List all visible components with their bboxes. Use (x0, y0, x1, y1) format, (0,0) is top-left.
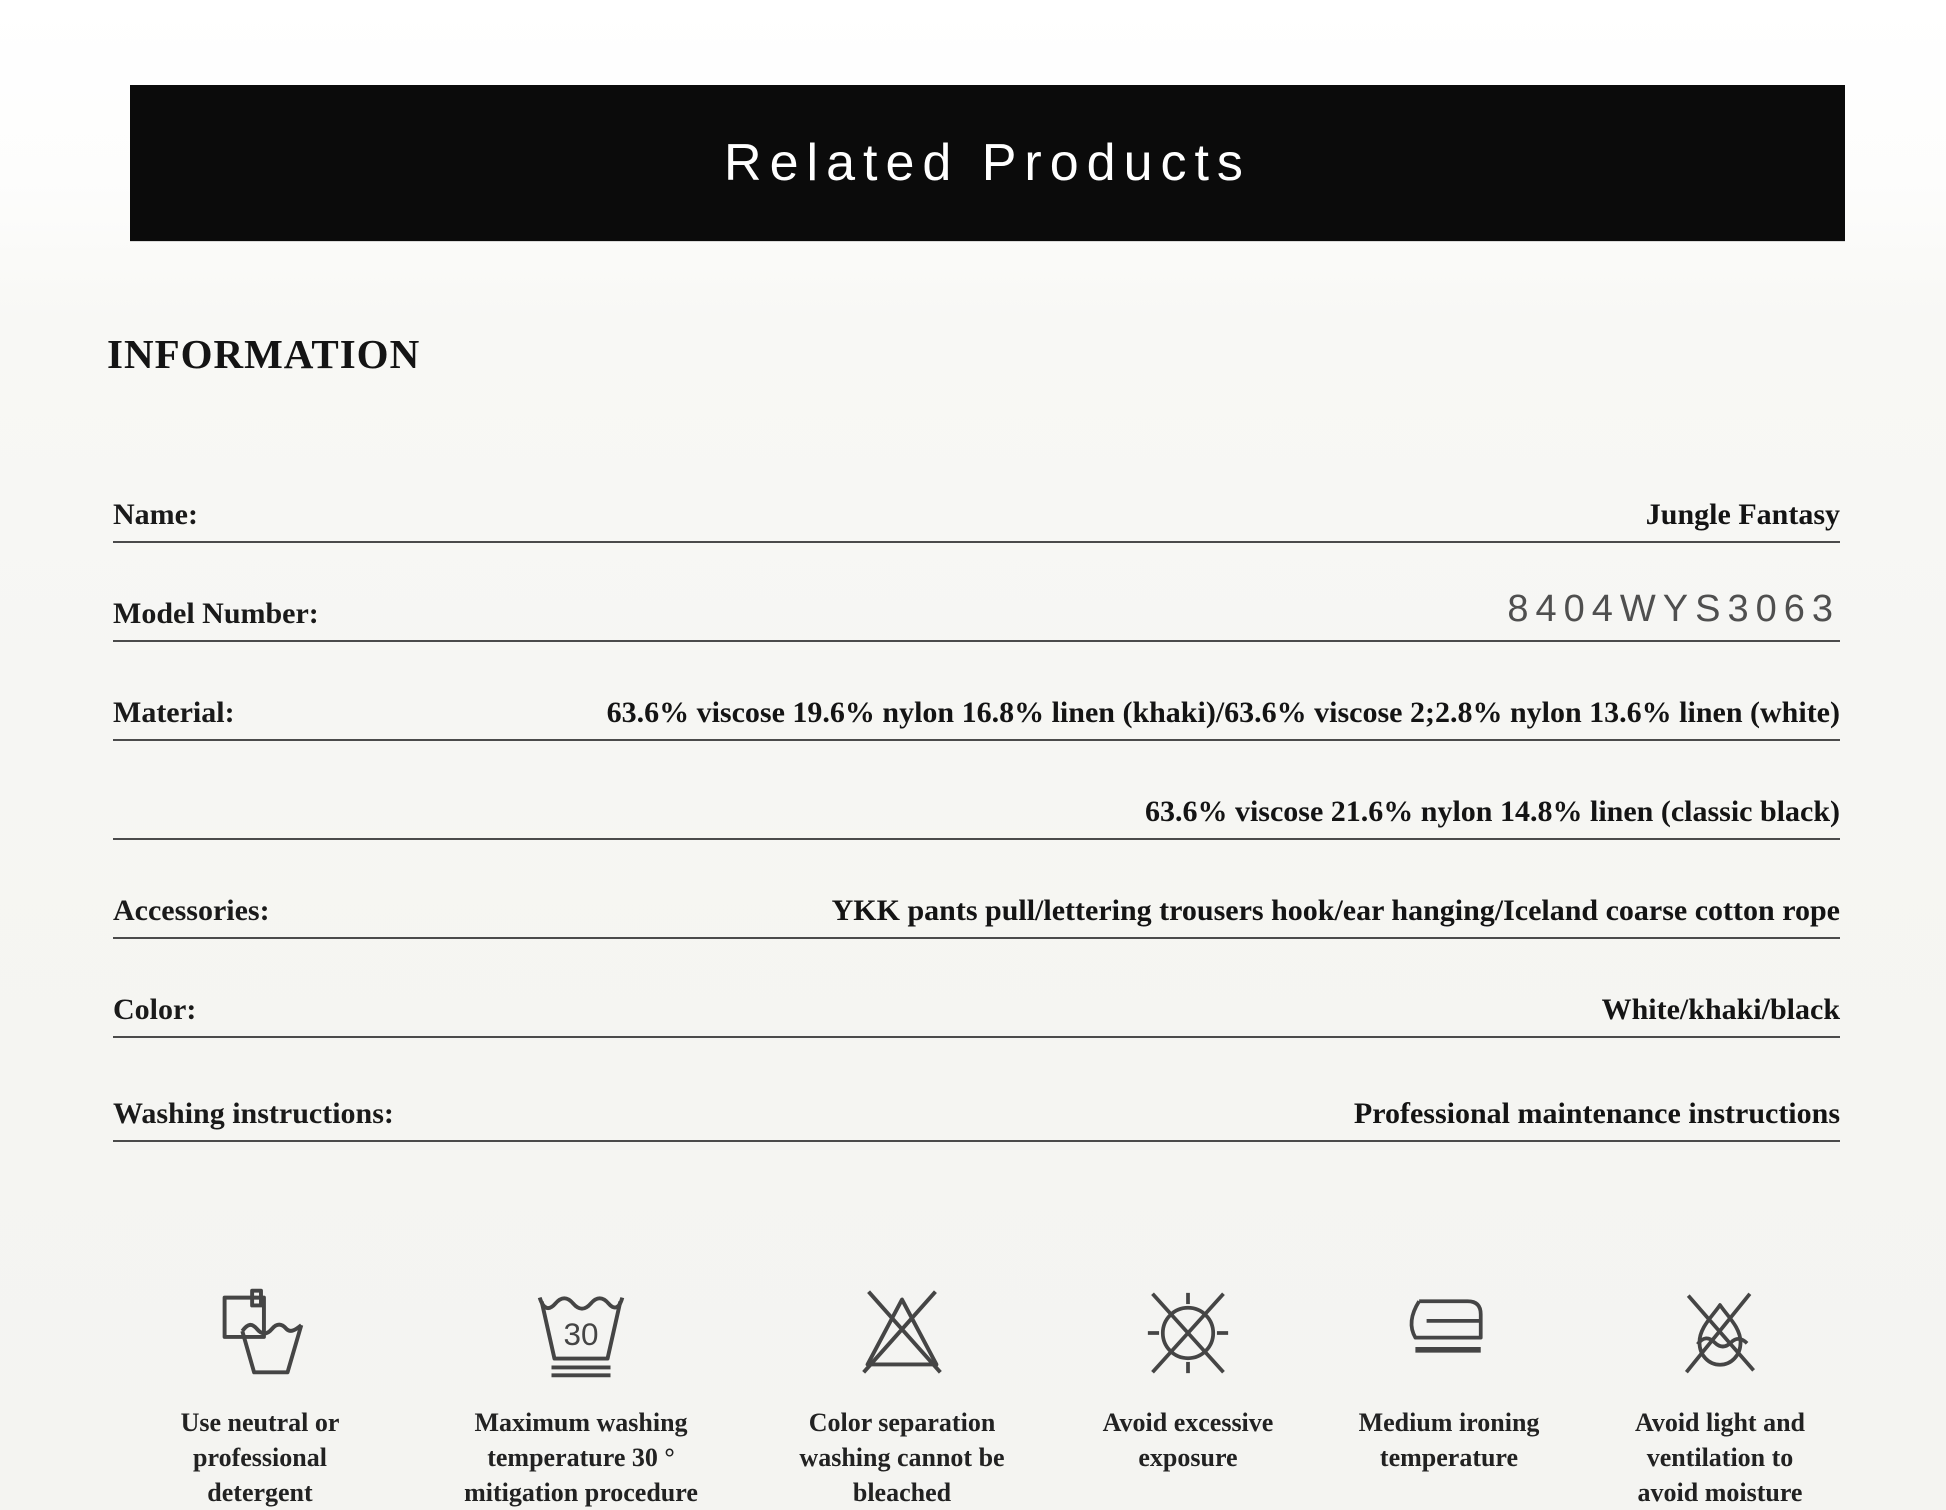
info-row-material-continued (113, 741, 1840, 840)
related-products-title: Related Products (724, 134, 1251, 192)
material-label: Material: (113, 696, 235, 729)
wash-temperature-value: 30 (563, 1316, 599, 1352)
no-sun-exposure-icon (1132, 1283, 1244, 1383)
care-item-medium-iron (1324, 1283, 1574, 1510)
info-row-name (113, 444, 1840, 543)
name-label: Name: (113, 498, 198, 531)
care-label (1635, 1405, 1805, 1510)
care-label-line: temperature (1379, 1443, 1519, 1472)
color-label: Color: (113, 993, 197, 1026)
no-moisture-icon (1664, 1283, 1776, 1383)
care-label-line: professional (193, 1443, 327, 1472)
model-number-label: Model Number: (113, 597, 319, 630)
washing-instructions-label: Washing instructions: (113, 1097, 394, 1130)
care-label-line: bleached (852, 1478, 952, 1507)
care-label-line: detergent (207, 1478, 313, 1507)
care-item-neutral-detergent (110, 1283, 410, 1510)
info-row-material (113, 642, 1840, 741)
material-value: 63.6% viscose 19.6% nylon 16.8% linen (khaki)/63.6% viscose 2;2.8% nylon 13.6% linen (white) (606, 696, 1840, 729)
accessories-label: Accessories: (113, 894, 270, 927)
info-row-color (113, 939, 1840, 1038)
information-heading: INFORMATION (107, 331, 421, 377)
care-item-no-moisture (1585, 1283, 1855, 1510)
care-label-line: Use neutral or (180, 1408, 340, 1437)
care-label (799, 1405, 1004, 1510)
neutral-detergent-icon (201, 1283, 319, 1383)
medium-iron-icon (1393, 1283, 1505, 1383)
care-item-max-wash-30 (421, 1283, 741, 1510)
care-label-line: avoid moisture (1637, 1478, 1803, 1507)
model-number-value: 8404WYS3063 (1507, 588, 1840, 630)
care-label-line: ventilation to (1646, 1443, 1794, 1472)
care-symbols-row (110, 1283, 1855, 1510)
care-item-no-sun-exposure (1063, 1283, 1313, 1510)
care-label (1359, 1405, 1540, 1475)
name-value: Jungle Fantasy (1645, 498, 1840, 531)
care-label-line: Avoid excessive (1102, 1408, 1274, 1437)
care-label-line: exposure (1138, 1443, 1238, 1472)
accessories-value: YKK pants pull/lettering trousers hook/ear hanging/Iceland coarse cotton rope (831, 894, 1840, 927)
care-label (1103, 1405, 1274, 1475)
info-row-accessories (113, 840, 1840, 939)
max-wash-30-icon (522, 1283, 640, 1383)
color-value: White/khaki/black (1601, 993, 1840, 1026)
care-label-line: temperature 30 ° (487, 1443, 675, 1472)
washing-instructions-value: Professional maintenance instructions (1353, 1097, 1840, 1130)
care-label-line: washing cannot be (799, 1443, 1005, 1472)
info-row-model-number (113, 543, 1840, 642)
care-label-line: Avoid light and (1634, 1408, 1805, 1437)
care-item-do-not-bleach (752, 1283, 1052, 1510)
care-label-line: Color separation (808, 1408, 996, 1437)
care-label (181, 1405, 340, 1510)
product-info-table (113, 444, 1840, 1142)
info-row-washing-instructions (113, 1038, 1840, 1142)
material-continued-value: 63.6% viscose 21.6% nylon 14.8% linen (classic black) (1144, 795, 1840, 828)
care-label-line: Medium ironing (1358, 1408, 1540, 1437)
related-products-banner (130, 85, 1845, 241)
care-label-line: mitigation procedure (464, 1478, 698, 1507)
care-label (464, 1405, 698, 1510)
care-label-line: Maximum washing (474, 1408, 688, 1437)
do-not-bleach-icon (843, 1283, 961, 1383)
